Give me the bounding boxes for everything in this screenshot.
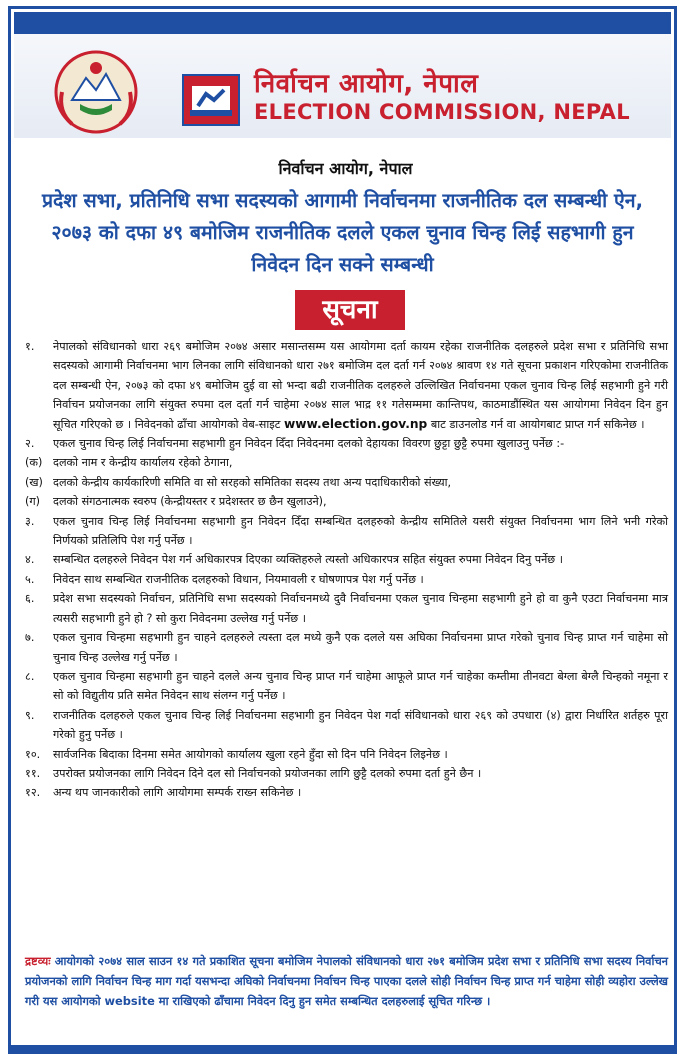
item-number: २. <box>25 437 35 451</box>
list-item <box>25 492 668 511</box>
item-number: (ग) <box>25 495 41 509</box>
item-number: ३. <box>25 514 35 528</box>
header <box>14 12 671 162</box>
item-number: (ख) <box>25 475 43 489</box>
list-item <box>25 667 668 706</box>
list-item <box>25 434 668 453</box>
website-link[interactable]: www.election.gov.np <box>283 416 428 431</box>
note-paragraph <box>25 951 668 1011</box>
item-text: एकल चुनाव चिन्हमा सहभागी हुन चाहने दलहरुले त्यस्ता दल मध्ये कुनै एक दलले यस अघिका निर्वाचनमा प्राप्त गरेको चुनाव चिन्ह प्राप्त गर्न चाहेमा सो चुनाव चिन्ह उल्लेख गर्नु पर्नेछ । <box>53 631 668 664</box>
item-number: ९. <box>25 708 35 722</box>
notice-headline: प्रदेश सभा, प्रतिनिधि सभा सदस्यको आगामी निर्वाचनमा राजनीतिक दल सम्बन्धी ऐन, २०७३ को दफा ४९ बमोजिम राजनीतिक दलले एकल चुनाव चिन्ह लिई सहभागी हुन निवेदन दिन सक्ने सम्बन्धी <box>41 189 644 276</box>
header-title-english: ELECTION COMMISSION, NEPAL <box>254 100 630 124</box>
item-text: एकल चुनाव चिन्हमा सहभागी हुन चाहने दलले अन्य चुनाव चिन्ह प्राप्त गर्न चाहेमा आफूले प्राप्त गर्न चाहेका कम्तीमा तीनवटा बेग्ला बेग्लै चिन्हको नमूना र सो को विद्युतीय प्रति समेत निवेदन साथ संलग्न गर्नु पर्नेछ । <box>53 669 668 703</box>
item-text: सम्बन्धित दलहरुले निवेदन पेश गर्न अधिकारपत्र दिएका व्यक्तिहरुले त्यस्तो अधिकारपत्र सहित संयुक्त रुपमा निवेदन दिनु पर्नेछ । <box>53 553 563 567</box>
item-text: प्रदेश सभा सदस्यको निर्वाचन, प्रतिनिधि सभा सदस्यको निर्वाचनमध्ये दुवै निर्वाचनमा एकल चुनाव चिन्हमा सहभागी हुने हो वा कुनै एउटा निर्वाचनमा मात्र त्यसरी सहभागी हुने हो ? सो कुरा निवेदनमा उल्लेख गर्नु पर्नेछ । <box>53 592 668 625</box>
item-text: नेपालको संविधानको धारा २६९ बमोजिम २०७४ असार मसान्तसम्म यस आयोगमा दर्ता कायम रहेका राजनीतिक दलहरुले प्रदेश सभा र प्रतिनिधि सभा सदस्यको आगामी निर्वाचनमा भाग लिनका लागि संविधानको धारा २७१ बमोजिम दल दर्ता गर्न २०७४ श्रावण १४ गते सूचना प्रकाशन गरिएकोमा राजनीतिक दल सम्बन्धी ऐन, २०७३ को दफा ४९ बमोजिम दुई वा सो भन्दा बढी राजनीतिक दलहरुले उल्लिखित निर्वाचनमा एकल चुनाव चिन्ह लिई सहभागी हुने गरी निर्वाचन प्रयोजनका लागि संयुक्त रुपमा दल दर्ता गर्न चाहेमा २०७४ साल भाद्र ११ गतेसम्ममा कान्तिपथ, काठमाडौंस्थित यस आयोगमा निवेदन दिन हुन सूचित गरिएको छ । निवेदनको ढाँचा आयोगको वेब-साइट www.election.gov.np बाट डाउनलोड गर्न वा आयोगबाट प्राप्त गर्न सकिनेछ । <box>53 340 668 431</box>
item-text: दलको नाम र केन्द्रीय कार्यालय रहेको ठेगाना, <box>53 456 233 470</box>
notice-frame <box>8 6 677 1054</box>
header-title-nepali: निर्वाचन आयोग, नेपाल <box>254 69 479 99</box>
footer-bar <box>11 1045 674 1051</box>
list-item <box>25 453 668 472</box>
item-text: निवेदन साथ सम्बन्धित राजनीतिक दलहरुको विधान, नियमावली र घोषणापत्र पेश गर्नु पर्नेछ । <box>53 572 424 586</box>
list-item <box>25 337 668 434</box>
list-item <box>25 512 668 551</box>
item-text: दलको केन्द्रीय कार्यकारिणी समिति वा सो सरहको समितिका सदस्य तथा अन्य पदाधिकारीको संख्या, <box>53 475 452 489</box>
item-number: ५. <box>25 572 35 586</box>
item-text: सार्वजनिक बिदाका दिनमा समेत आयोगको कार्यालय खुला रहने हुँदा सो दिन पनि निवेदन लिइनेछ । <box>53 747 448 761</box>
list-item <box>25 473 668 492</box>
nepal-emblem-icon <box>52 48 140 136</box>
item-number: ८. <box>25 669 35 683</box>
item-text: राजनीतिक दलहरुले एकल चुनाव चिन्ह लिई निर्वाचनमा सहभागी हुन निवेदन पेश गर्दा संविधानको धारा २६९ को उपधारा (४) द्वारा निर्धारित शर्तहरु पूरा गरेको हुनु पर्नेछ । <box>53 708 668 742</box>
list-item <box>25 628 668 667</box>
item-number: (क) <box>25 456 43 470</box>
item-number: ४. <box>25 553 35 567</box>
item-number: ११. <box>25 766 41 780</box>
notice-label: सूचना <box>295 290 405 330</box>
list-item <box>25 550 668 569</box>
item-text: अन्य थप जानकारीको लागि आयोगमा सम्पर्क राख्न सकिनेछ । <box>53 786 302 800</box>
list-item <box>25 706 668 745</box>
item-number: ६. <box>25 592 35 606</box>
header-top-bar <box>14 12 671 34</box>
note-label: द्रष्टव्यः <box>25 954 51 968</box>
list-item <box>25 783 668 802</box>
election-commission-logo-icon <box>182 74 240 126</box>
item-text: दलको संगठनात्मक स्वरुप (केन्द्रीयस्तर र प्रदेशस्तर छ छैन खुलाउने), <box>53 495 327 509</box>
list-item <box>25 764 668 783</box>
list-item <box>25 589 668 628</box>
item-text: एकल चुनाव चिन्ह लिई निर्वाचनमा सहभागी हुन निवेदन दिँदा सम्बन्धित दलहरुको केन्द्रीय समितिले यसरी संयुक्त निर्वाचनमा भाग लिने भनी गरेको निर्णयको प्रतिलिपि पेश गर्नु पर्नेछ । <box>53 514 668 548</box>
item-text: एकल चुनाव चिन्ह लिई निर्वाचनमा सहभागी हुन निवेदन दिँदा निवेदनमा दलको देहायका विवरण छुट्टा छुट्टै रुपमा खुलाउनु पर्नेछ :- <box>53 437 565 451</box>
notice-items <box>25 337 668 803</box>
item-number: ७. <box>25 631 35 645</box>
item-number: १२. <box>25 786 41 800</box>
list-item <box>25 745 668 764</box>
item-text: उपरोक्त प्रयोजनका लागि निवेदन दिने दल सो निर्वाचनको प्रयोजनका लागि छुट्टै दलको रुपमा दर्ता हुने छैन । <box>53 766 482 780</box>
organization-name: निर्वाचन आयोग, नेपाल <box>278 159 413 178</box>
list-item <box>25 570 668 589</box>
item-number: १. <box>25 340 35 353</box>
note-text: आयोगको २०७४ साल साउन १४ गते प्रकाशित सूचना बमोजिम नेपालको संविधानको धारा २७१ बमोजिम प्रदेश सभा र प्रतिनिधि सभा सदस्य निर्वाचन प्रयोजनको लागि निर्वाचन चिन्ह माग गर्दा यसभन्दा अघिको निर्वाचनमा निर्वाचन चिन्ह पाएका दलले सोही निर्वाचन चिन्ह प्राप्त गर्न चाहेमा सोही व्यहोरा उल्लेख गरी यस आयोगको website मा राखिएको ढाँचामा निवेदन दिनु हुन समेत सम्बन्धित दलहरुलाई सूचित गरिन्छ । <box>25 954 668 1008</box>
item-number: १०. <box>25 747 41 761</box>
